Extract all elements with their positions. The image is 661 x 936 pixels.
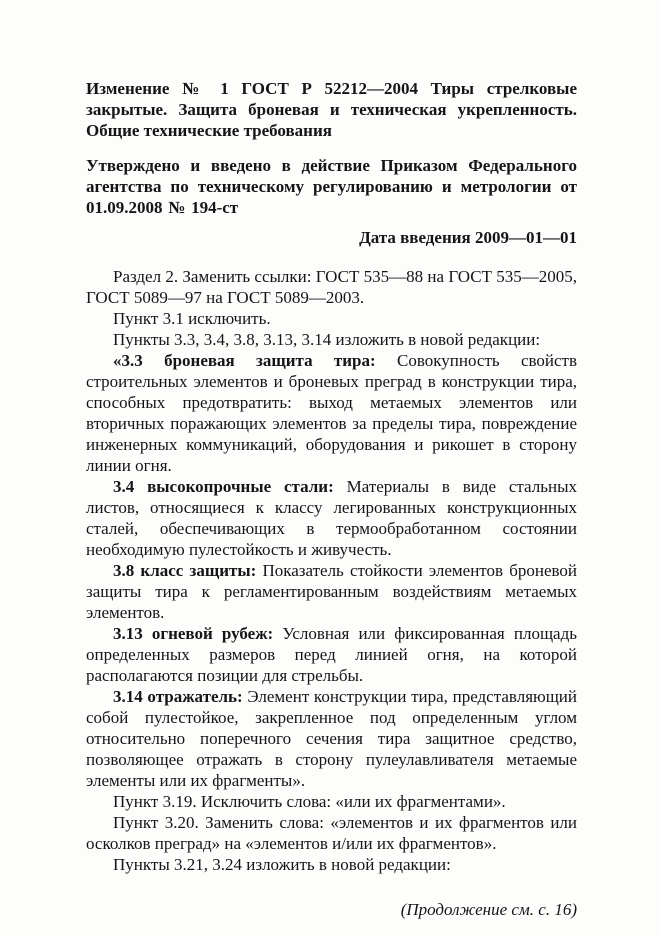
term-lead: 3.8 класс защиты: [113,561,257,580]
document-title: Изменение № 1 ГОСТ Р 52212—2004 Тиры стрелковые закрытые. Защита броневая и техническая укрепленность. Общие технические требования [86,79,577,140]
paragraph-text: Пункт 3.20. Заменить слова: «элементов и их фрагментов или осколков преград» на «элементов и/или их фрагментов». [86,813,577,853]
term-lead: 3.4 высокопрочные стали: [113,477,334,496]
paragraph-text: Пункты 3.3, 3.4, 3.8, 3.13, 3.14 изложить в новой редакции: [113,330,541,349]
term-paragraph-3-8 [86,560,577,623]
term-lead: 3.13 огневой рубеж: [113,624,274,643]
body-paragraph-clauses-3-21-3-24 [86,854,577,875]
term-paragraph-3-3 [86,350,577,476]
term-definition: Элемент конструкции тира, представляющий собой пулестойкое, закрепленное под определенным углом относительно поперечного сечения тира защитное средство, позволяющее отражать в сторону пулеулавливателя метаемые элементы или их фрагменты». [86,687,577,790]
term-paragraph-3-13 [86,623,577,686]
term-paragraph-3-14 [86,686,577,791]
term-definition: Условная или фиксированная площадь определенных размеров перед линией огня, на которой располагаются позиции для стрельбы. [86,624,577,685]
term-lead: 3.14 отражатель: [113,687,243,706]
approval-paragraph: Утверждено и введено в действие Приказом Федерального агентства по техническому регулированию и метрологии от 01.09.2008 № 194-ст [86,156,577,217]
effective-date: Дата введения 2009—01—01 [359,228,577,247]
document-body [86,266,577,875]
term-paragraph-3-4 [86,476,577,560]
continuation-note: (Продолжение см. с. 16) [400,900,577,919]
term-definition: Совокупность свойств строительных элементов и броневых преград в конструкции тира, способных предотвратить: выход метаемых элементов или вторичных поражающих элементов за пределы тира, повреждение инженерных коммуникаций, оборудования и рикошет в сторону линии огня. [86,351,577,475]
body-paragraph-clause-3-19 [86,791,577,812]
term-definition: Материалы в виде стальных листов, относящиеся к классу легированных конструкционных сталей, обеспечивающих в термообработанном состоянии необходимую пулестойкость и живучесть. [86,477,578,559]
paragraph-text: Пункт 3.19. Исключить слова: «или их фрагментами». [113,792,506,811]
body-paragraph-clause-3-1 [86,308,577,329]
body-paragraph-clauses-list [86,329,577,350]
term-definition: Показатель стойкости элементов броневой защиты тира к регламентированным воздействиям метаемых элементов. [86,561,577,622]
body-paragraph-clause-3-20 [86,812,577,854]
paragraph-text: Раздел 2. Заменить ссылки: ГОСТ 535—88 на ГОСТ 535—2005, ГОСТ 5089—97 на ГОСТ 5089—2003. [86,267,577,307]
paragraph-text: Пункт 3.1 исключить. [113,309,271,328]
paragraph-text: Пункты 3.21, 3.24 изложить в новой редакции: [113,855,451,874]
term-lead: «3.3 броневая защита тира: [113,351,376,370]
body-paragraph-section2 [86,266,577,308]
